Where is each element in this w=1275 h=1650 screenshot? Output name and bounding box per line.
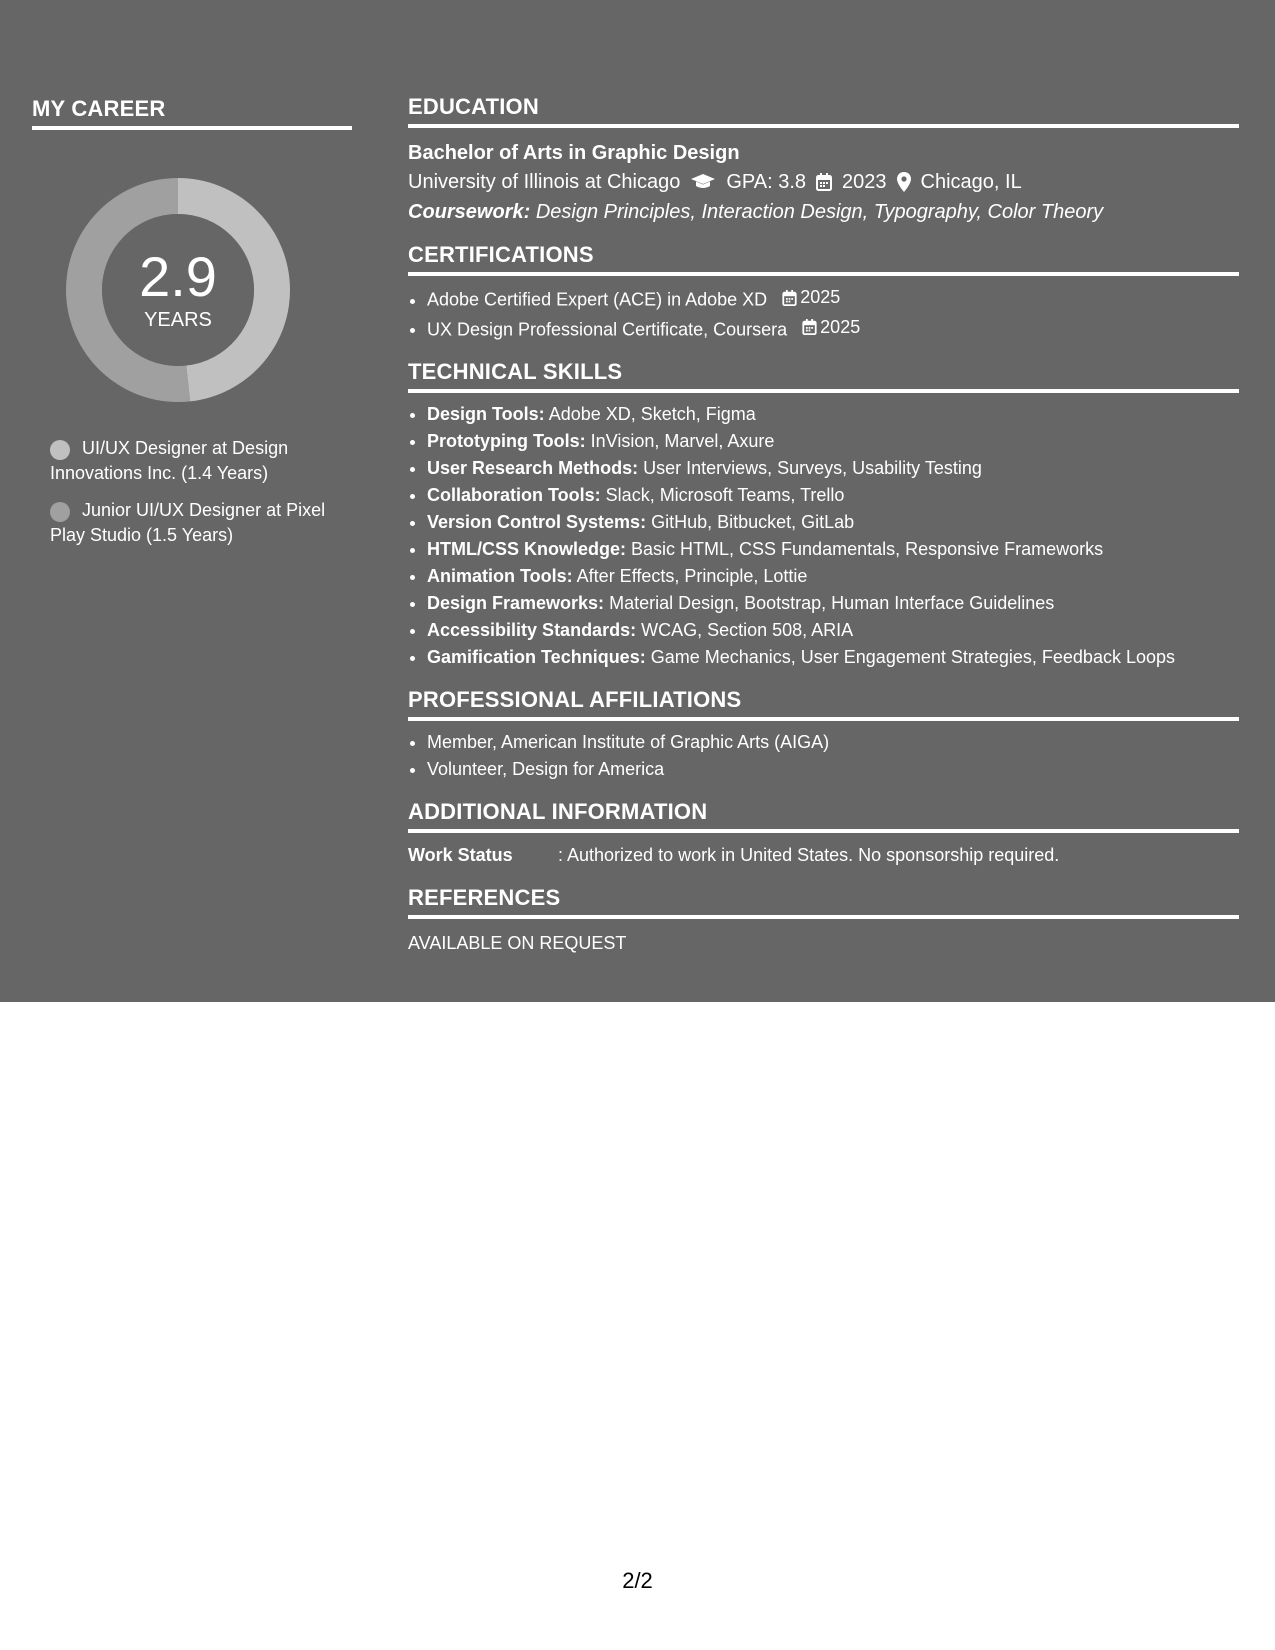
legend-swatch-icon <box>50 440 70 460</box>
additional-info-section <box>408 799 1239 869</box>
skills-list <box>408 401 1239 671</box>
affiliations-title: PROFESSIONAL AFFILIATIONS <box>408 687 1239 721</box>
skill-item <box>427 617 1239 644</box>
education-section <box>408 94 1239 226</box>
skill-item <box>427 482 1239 509</box>
donut-center <box>66 178 290 402</box>
skill-item <box>427 401 1239 428</box>
page-number: 2/2 <box>622 1568 653 1593</box>
skill-value: Slack, Microsoft Teams, Trello <box>605 485 845 505</box>
main-column <box>408 94 1239 973</box>
total-years-value: 2.9 <box>139 244 217 308</box>
school-location: Chicago, IL <box>920 171 1022 193</box>
coursework-label: Coursework: <box>408 201 531 223</box>
legend-item <box>50 436 350 486</box>
skill-value: WCAG, Section 508, ARIA <box>641 620 854 640</box>
references-title: REFERENCES <box>408 885 1239 919</box>
skill-value: Material Design, Bootstrap, Human Interface Guidelines <box>609 593 1055 613</box>
degree-name: Bachelor of Arts in Graphic Design <box>408 142 740 164</box>
total-years-unit: YEARS <box>144 308 212 331</box>
legend-swatch-icon <box>50 502 70 522</box>
skill-item <box>427 563 1239 590</box>
certifications-list <box>408 284 1239 343</box>
skill-value: GitHub, Bitbucket, GitLab <box>651 512 855 532</box>
skill-label: HTML/CSS Knowledge: <box>427 539 626 559</box>
calendar-icon <box>816 173 832 191</box>
skills-section <box>408 359 1239 671</box>
coursework <box>408 198 1239 226</box>
skill-value: InVision, Marvel, Axure <box>590 431 775 451</box>
skills-title: TECHNICAL SKILLS <box>408 359 1239 393</box>
work-status-row <box>408 841 1239 869</box>
skill-label: Design Frameworks: <box>427 593 605 613</box>
skill-value: Basic HTML, CSS Fundamentals, Responsive Frameworks <box>631 539 1104 559</box>
affiliations-section <box>408 687 1239 783</box>
skill-label: Prototyping Tools: <box>427 431 586 451</box>
work-status-value: : Authorized to work in United States. No sponsorship required. <box>558 845 1060 865</box>
skill-label: Accessibility Standards: <box>427 620 637 640</box>
skill-label: User Research Methods: <box>427 458 639 478</box>
skill-label: Design Tools: <box>427 404 545 424</box>
references-text: AVAILABLE ON REQUEST <box>408 933 627 953</box>
additional-info-title: ADDITIONAL INFORMATION <box>408 799 1239 833</box>
skill-value: Game Mechanics, User Engagement Strategies, Feedback Loops <box>650 647 1175 667</box>
map-pin-icon <box>897 172 911 192</box>
skill-value: User Interviews, Surveys, Usability Testing <box>643 458 982 478</box>
career-section-title: MY CAREER <box>32 96 352 130</box>
certifications-title: CERTIFICATIONS <box>408 242 1239 276</box>
skill-label: Version Control Systems: <box>427 512 647 532</box>
affiliation-item: • Volunteer, Design for America <box>427 756 1239 783</box>
certifications-section <box>408 242 1239 343</box>
coursework-list: Design Principles, Interaction Design, Typography, Color Theory <box>535 201 1104 223</box>
skill-label: Collaboration Tools: <box>427 485 601 505</box>
certification-item <box>427 314 1239 344</box>
graduation-year: 2023 <box>842 171 887 193</box>
skill-item <box>427 428 1239 455</box>
calendar-icon <box>802 319 817 335</box>
calendar-icon <box>782 290 797 306</box>
school-name: University of Illinois at Chicago <box>408 171 681 193</box>
legend-item <box>50 498 350 548</box>
education-title: EDUCATION <box>408 94 1239 128</box>
affiliations-list <box>408 729 1239 783</box>
certification-date <box>802 314 860 341</box>
skill-label: Gamification Techniques: <box>427 647 646 667</box>
certification-name: Adobe Certified Expert (ACE) in Adobe XD <box>427 289 768 310</box>
skill-value: Adobe XD, Sketch, Figma <box>548 404 756 424</box>
career-legend <box>50 436 350 560</box>
skill-item <box>427 590 1239 617</box>
skill-item <box>427 509 1239 536</box>
skill-item <box>427 644 1239 671</box>
legend-label: UI/UX Designer at Design Innovations Inc. (1.4 Years) <box>50 438 289 483</box>
certification-name: UX Design Professional Certificate, Coursera <box>427 319 788 339</box>
affiliation-item: • Member, American Institute of Graphic Arts (AIGA) <box>427 729 1239 756</box>
certification-year: 2025 <box>820 316 861 337</box>
skill-item <box>427 455 1239 482</box>
gpa: GPA: 3.8 <box>726 171 807 193</box>
certification-year: 2025 <box>800 287 841 307</box>
certification-item <box>427 284 1239 314</box>
references-section <box>408 885 1239 957</box>
skill-value: After Effects, Principle, Lottie <box>576 566 808 586</box>
certification-date <box>782 284 840 311</box>
graduation-cap-icon <box>690 173 716 191</box>
education-details <box>408 166 1239 198</box>
work-status-label: Work Status <box>408 845 513 865</box>
skill-item <box>427 536 1239 563</box>
career-donut-chart <box>66 178 290 402</box>
legend-label: Junior UI/UX Designer at Pixel Play Studio (1.5 Years) <box>50 500 326 545</box>
career-column <box>32 96 352 545</box>
skill-label: Animation Tools: <box>427 566 573 586</box>
